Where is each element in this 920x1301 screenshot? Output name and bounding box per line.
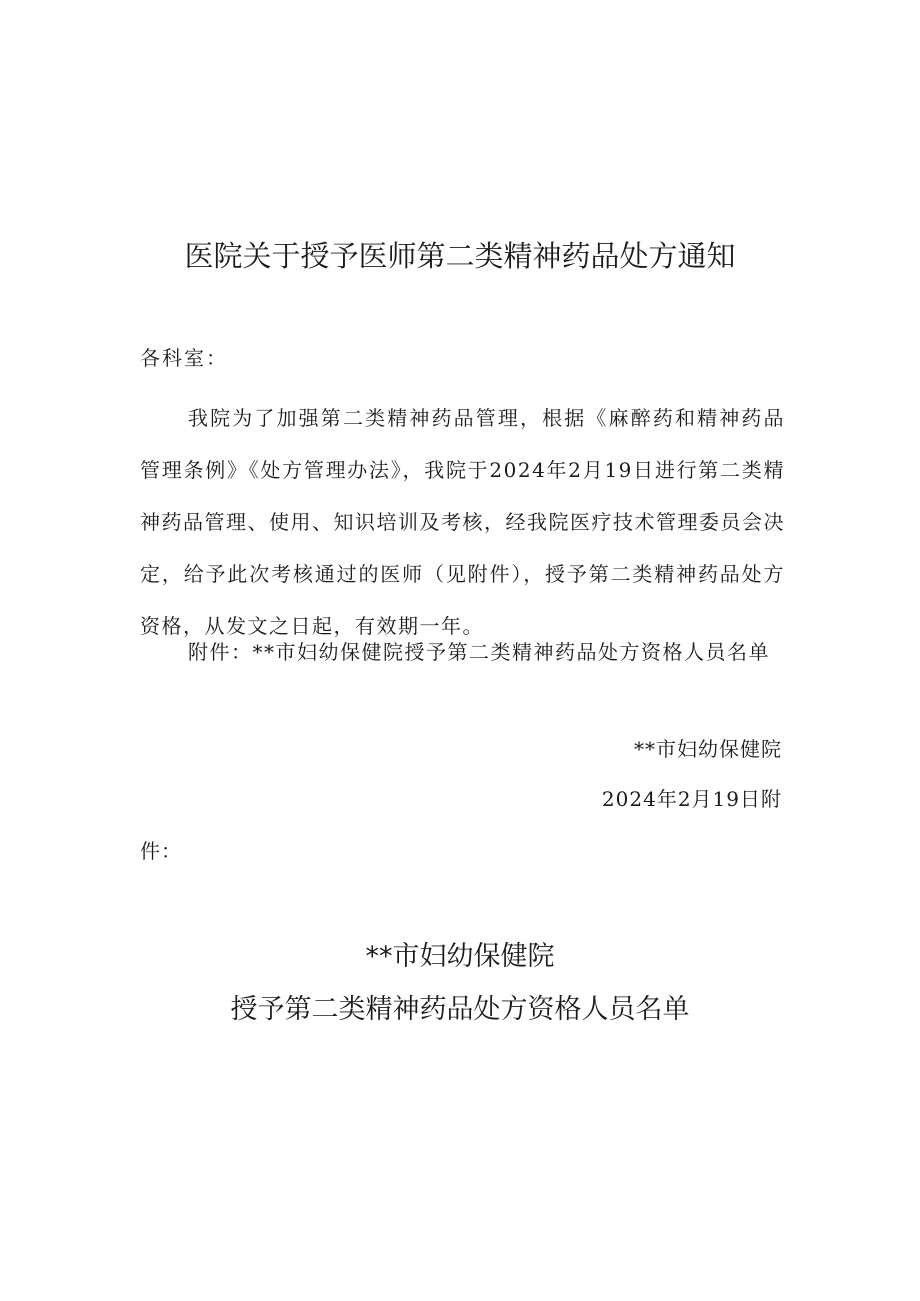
document-title: 医院关于授予医师第二类精神药品处方通知 bbox=[184, 239, 736, 273]
salutation: 各科室： bbox=[140, 346, 228, 370]
date-line: 2024年2月19日附 bbox=[601, 787, 782, 811]
attachment-note: 附件：**市妇幼保健院授予第二类精神药品处方资格人员名单 bbox=[188, 640, 770, 664]
list-title-org: **市妇幼保健院 bbox=[365, 941, 555, 972]
list-title-heading: 授予第二类精神药品处方资格人员名单 bbox=[230, 994, 690, 1025]
signature-org: **市妇幼保健院 bbox=[634, 737, 782, 761]
body-paragraph: 我院为了加强第二类精神药品管理，根据《麻醉药和精神药品管理条例》《处方管理办法》，我院于2024年2月19日进行第二类精神药品管理、使用、知识培训及考核，经我院医疗技术管理委员会决定，给予此次考核通过的医师（见附件），授予第二类精神药品处方资格，从发文之日起，有效期一年。 bbox=[140, 406, 785, 638]
attachment-label: 件： bbox=[140, 839, 182, 863]
